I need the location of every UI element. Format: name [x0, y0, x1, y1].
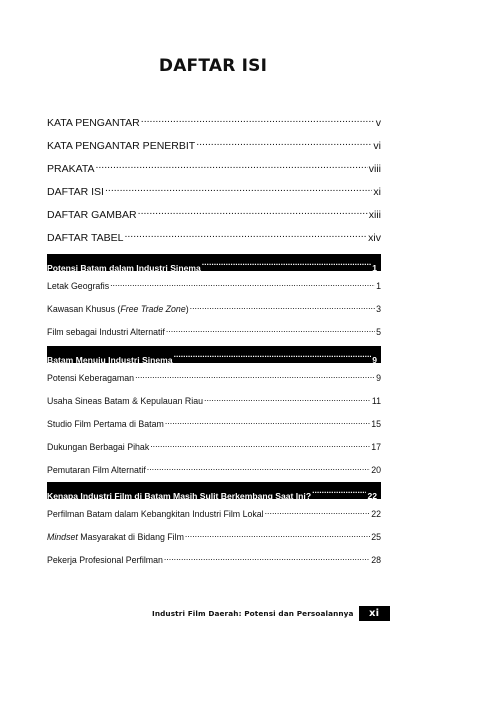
chapter-block-3 — [47, 482, 381, 574]
toc-entry-label: DAFTAR GAMBAR — [47, 209, 137, 221]
chapter-title: Kenapa Industri Film di Batam Masih Sulit Berkembang Saat Ini? — [47, 491, 312, 501]
dot-leader — [166, 323, 375, 335]
toc-entry-prakata[interactable] — [47, 158, 381, 181]
section-title: Mindset Masyarakat di Bidang Film — [47, 532, 184, 542]
page-number-badge: xi — [359, 606, 390, 621]
section-page: 1 — [376, 281, 381, 291]
toc-entry-label: KATA PENGANTAR — [47, 117, 140, 129]
toc-entry-label: DAFTAR ISI — [47, 186, 104, 198]
dot-leader — [190, 300, 375, 312]
chapter-heading[interactable] — [47, 482, 381, 499]
toc-section-entry[interactable] — [47, 461, 381, 484]
front-matter-list — [47, 112, 381, 250]
chapter-heading[interactable] — [47, 254, 381, 271]
section-page: 5 — [376, 327, 381, 337]
toc-entry-daftar-tabel[interactable] — [47, 227, 381, 250]
section-page: 20 — [371, 465, 381, 475]
dot-leader — [164, 551, 370, 563]
page-title: DAFTAR ISI — [158, 56, 268, 76]
section-page: 28 — [371, 555, 381, 565]
toc-section-entry[interactable] — [47, 438, 381, 461]
dot-leader — [196, 135, 372, 149]
dot-leader — [150, 438, 370, 450]
toc-entry-page: xiv — [368, 232, 381, 244]
dot-leader — [95, 158, 367, 172]
toc-section-entry[interactable] — [47, 528, 381, 551]
section-title: Film sebagai Industri Alternatif — [47, 327, 165, 337]
section-title: Letak Geografis — [47, 281, 110, 291]
toc-section-entry[interactable] — [47, 300, 381, 323]
section-page: 3 — [376, 304, 381, 314]
chapter-title: Batam Menuju Industri Sinema — [47, 355, 173, 365]
dot-leader — [110, 277, 375, 289]
toc-entry-page: vi — [373, 140, 381, 152]
dot-leader — [204, 392, 371, 404]
toc-section-entry[interactable] — [47, 323, 381, 346]
chapter-heading[interactable] — [47, 346, 381, 363]
chapter-page: 22 — [367, 491, 377, 501]
toc-entry-page: xi — [373, 186, 381, 198]
section-title: Perfilman Batam dalam Kebangkitan Industri Film Lokal — [47, 509, 264, 519]
section-page: 9 — [376, 373, 381, 383]
dot-leader — [174, 346, 372, 363]
section-page: 22 — [371, 509, 381, 519]
dot-leader — [138, 204, 368, 218]
dot-leader — [265, 505, 371, 517]
toc-entry-label: KATA PENGANTAR PENERBIT — [47, 140, 196, 152]
chapter-page: 9 — [372, 355, 377, 365]
dot-leader — [185, 528, 370, 540]
section-page: 17 — [371, 442, 381, 452]
section-title: Pemutaran Film Alternatif — [47, 465, 146, 475]
chapter-block-2 — [47, 346, 381, 484]
dot-leader — [165, 415, 370, 427]
dot-leader — [124, 227, 367, 241]
toc-entry-daftar-gambar[interactable] — [47, 204, 381, 227]
running-book-title: Industri Film Daerah: Potensi dan Persoalannya — [152, 609, 354, 618]
chapter-title: Potensi Batam dalam Industri Sinema — [47, 263, 201, 273]
toc-entry-page: xiii — [368, 209, 381, 221]
dot-leader — [135, 369, 375, 381]
section-title: Pekerja Profesional Perfilman — [47, 555, 163, 565]
toc-section-entry[interactable] — [47, 415, 381, 438]
section-page: 15 — [371, 419, 381, 429]
toc-entry-label: DAFTAR TABEL — [47, 232, 124, 244]
section-title: Kawasan Khusus (Free Trade Zone) — [47, 304, 189, 314]
dot-leader — [147, 461, 370, 473]
chapter-page: 1 — [372, 263, 377, 273]
section-title: Dukungan Berbagai Pihak — [47, 442, 150, 452]
dot-leader — [141, 112, 375, 126]
section-page: 25 — [371, 532, 381, 542]
dot-leader — [105, 181, 372, 195]
section-page: 11 — [371, 396, 381, 406]
dot-leader — [312, 482, 366, 499]
toc-entry-page: viii — [368, 163, 381, 175]
toc-entry-daftar-isi[interactable] — [47, 181, 381, 204]
toc-entry-page: v — [375, 117, 381, 129]
toc-entry-kata-pengantar[interactable] — [47, 112, 381, 135]
toc-entry-label: PRAKATA — [47, 163, 95, 175]
page-footer — [152, 606, 390, 621]
chapter-block-1 — [47, 254, 381, 346]
section-title: Studio Film Pertama di Batam — [47, 419, 164, 429]
dot-leader — [202, 254, 371, 271]
toc-section-entry[interactable] — [47, 392, 381, 415]
toc-section-entry[interactable] — [47, 551, 381, 574]
section-title: Potensi Keberagaman — [47, 373, 135, 383]
toc-entry-kata-pengantar-penerbit[interactable] — [47, 135, 381, 158]
section-title: Usaha Sineas Batam & Kepulauan Riau — [47, 396, 203, 406]
